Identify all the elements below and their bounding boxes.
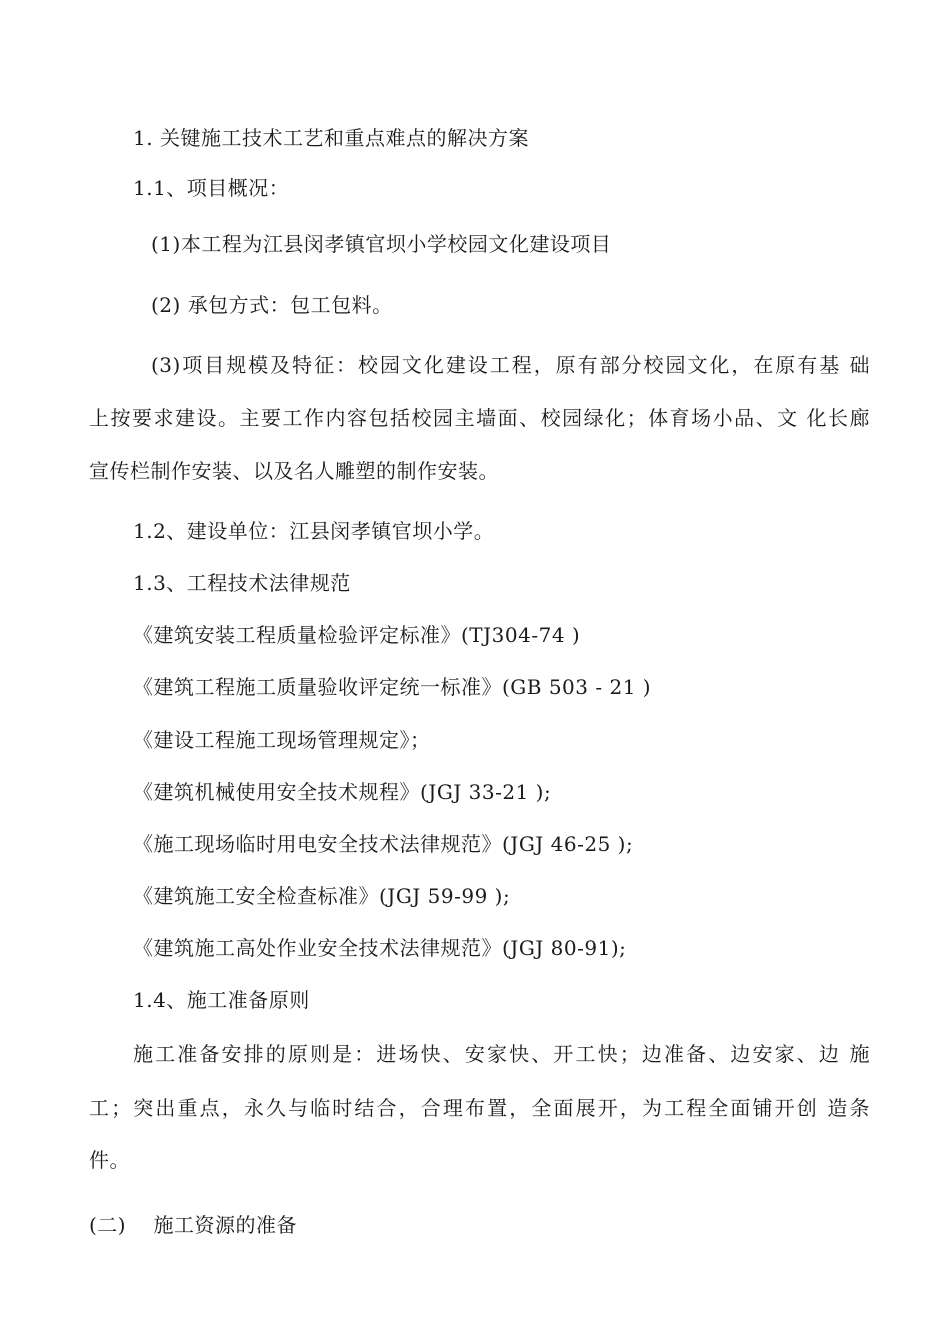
- subsection-title-1-1: 1.1、项目概况：: [133, 176, 290, 200]
- standard-item: 《建设工程施工现场管理规定》；: [133, 728, 431, 752]
- standard-item: 《建筑安装工程质量检验评定标准》(TJ304-74 ): [133, 623, 581, 647]
- subsection-title-1-3: 1.3、工程技术法律规范: [133, 571, 351, 595]
- principle-paragraph-line-3: 件。: [89, 1148, 130, 1172]
- section-heading: 1. 关键施工技术工艺和重点难点的解决方案: [133, 126, 529, 150]
- principle-paragraph-line-1: 施工准备安排的原则是：进场快、安家快、开工快；边准备、边安家、边 施: [133, 1042, 870, 1066]
- subsection-1-2: 1.2、建设单位：江县闵孝镇官坝小学。: [133, 519, 495, 543]
- standard-item: 《建筑机械使用安全技术规程》(JGJ 33-21 );: [133, 780, 552, 804]
- section-2-heading: (二) 施工资源的准备: [89, 1213, 298, 1237]
- project-item-3-line-3: 宣传栏制作安装、以及名人雕塑的制作安装。: [89, 459, 499, 483]
- project-item-2: (2) 承包方式：包工包料。: [151, 293, 393, 317]
- standard-item: 《施工现场临时用电安全技术法律规范》(JGJ 46-25 );: [133, 832, 634, 856]
- standard-item: 《建筑工程施工质量验收评定统一标准》(GB 503 - 21 ): [133, 675, 652, 699]
- standard-item: 《建筑施工安全检查标准》(JGJ 59-99 );: [133, 884, 511, 908]
- project-item-1: (1)本工程为江县闵孝镇官坝小学校园文化建设项目: [151, 232, 612, 256]
- standard-item: 《建筑施工高处作业安全技术法律规范》(JGJ 80-91);: [133, 936, 627, 960]
- project-item-3-line-1: (3)项目规模及特征：校园文化建设工程，原有部分校园文化，在原有基 础: [151, 353, 870, 377]
- principle-paragraph-line-2: 工；突出重点，永久与临时结合，合理布置，全面展开，为工程全面铺开创 造条: [89, 1096, 870, 1120]
- project-item-3-line-2: 上按要求建设。主要工作内容包括校园主墙面、校园绿化；体育场小品、文 化长廊: [89, 406, 870, 430]
- subsection-title-1-4: 1.4、施工准备原则: [133, 988, 310, 1012]
